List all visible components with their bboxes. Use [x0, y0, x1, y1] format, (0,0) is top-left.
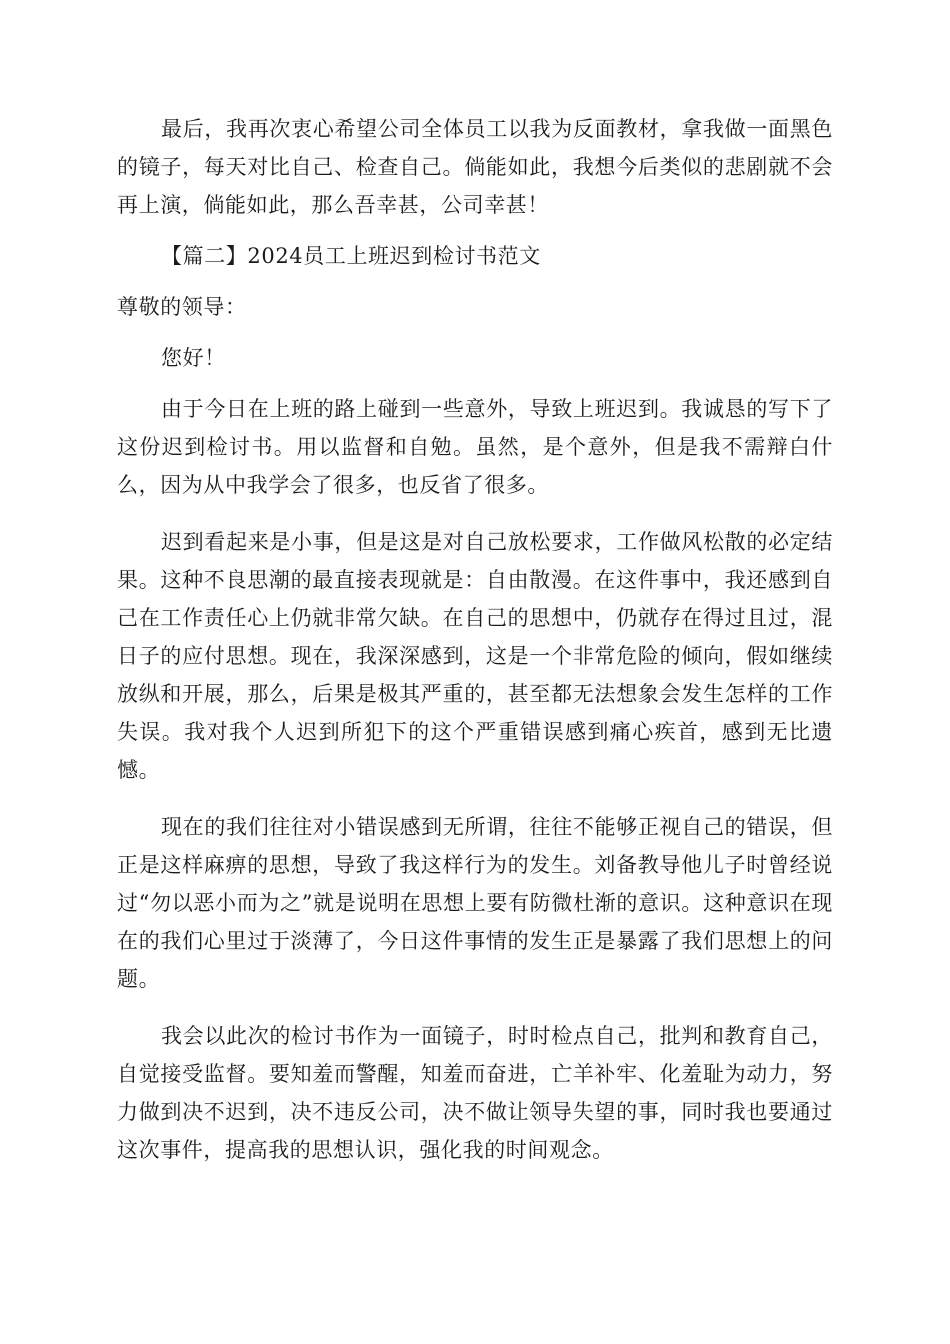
document-body [117, 110, 833, 1169]
body-paragraph-4: 我会以此次的检讨书作为一面镜子，时时检点自己，批判和教育自己，自觉接受监督。要知羞而警醒，知羞而奋进，亡羊补牢、化羞耻为动力，努力做到决不迟到，决不违反公司，决不做让领导失望的事，同时我也要通过这次事件，提高我的思想认识，强化我的时间观念。 [117, 1024, 833, 1162]
salutation: 尊敬的领导： [117, 295, 247, 319]
body-paragraph-3: 现在的我们往往对小错误感到无所谓，往往不能够正视自己的错误，但正是这样麻痹的思想，导致了我这样行为的发生。刘备教导他儿子时曾经说过“勿以恶小而为之”就是说明在思想上要有防微杜渐的意识。这种意识在现在的我们心里过于淡薄了，今日这件事情的发生正是暴露了我们思想上的问题。 [117, 815, 833, 991]
body-paragraph-2: 迟到看起来是小事，但是这是对自己放松要求，工作做风松散的必定结果。这种不良思潮的最直接表现就是：自由散漫。在这件事中，我还感到自己在工作责任心上仍就非常欠缺。在自己的思想中，仍就存在得过且过，混日子的应付思想。现在，我深深感到，这是一个非常危险的倾向，假如继续放纵和开展，那么，后果是极其严重的，甚至都无法想象会发生怎样的工作失误。我对我个人迟到所犯下的这个严重错误感到痛心疾首，感到无比遗憾。 [117, 530, 833, 782]
closing-paragraph: 最后，我再次衷心希望公司全体员工以我为反面教材，拿我做一面黑色的镜子，每天对比自己、检查自己。倘能如此，我想今后类似的悲剧就不会再上演，倘能如此，那么吾幸甚，公司幸甚！ [117, 117, 833, 217]
body-paragraph-1: 由于今日在上班的路上碰到一些意外，导致上班迟到。我诚恳的写下了这份迟到检讨书。用以监督和自勉。虽然，是个意外，但是我不需辩白什么，因为从中我学会了很多，也反省了很多。 [117, 397, 833, 497]
greeting: 您好！ [161, 346, 226, 370]
section-heading: 【篇二】2024员工上班迟到检讨书范文 [161, 244, 541, 268]
